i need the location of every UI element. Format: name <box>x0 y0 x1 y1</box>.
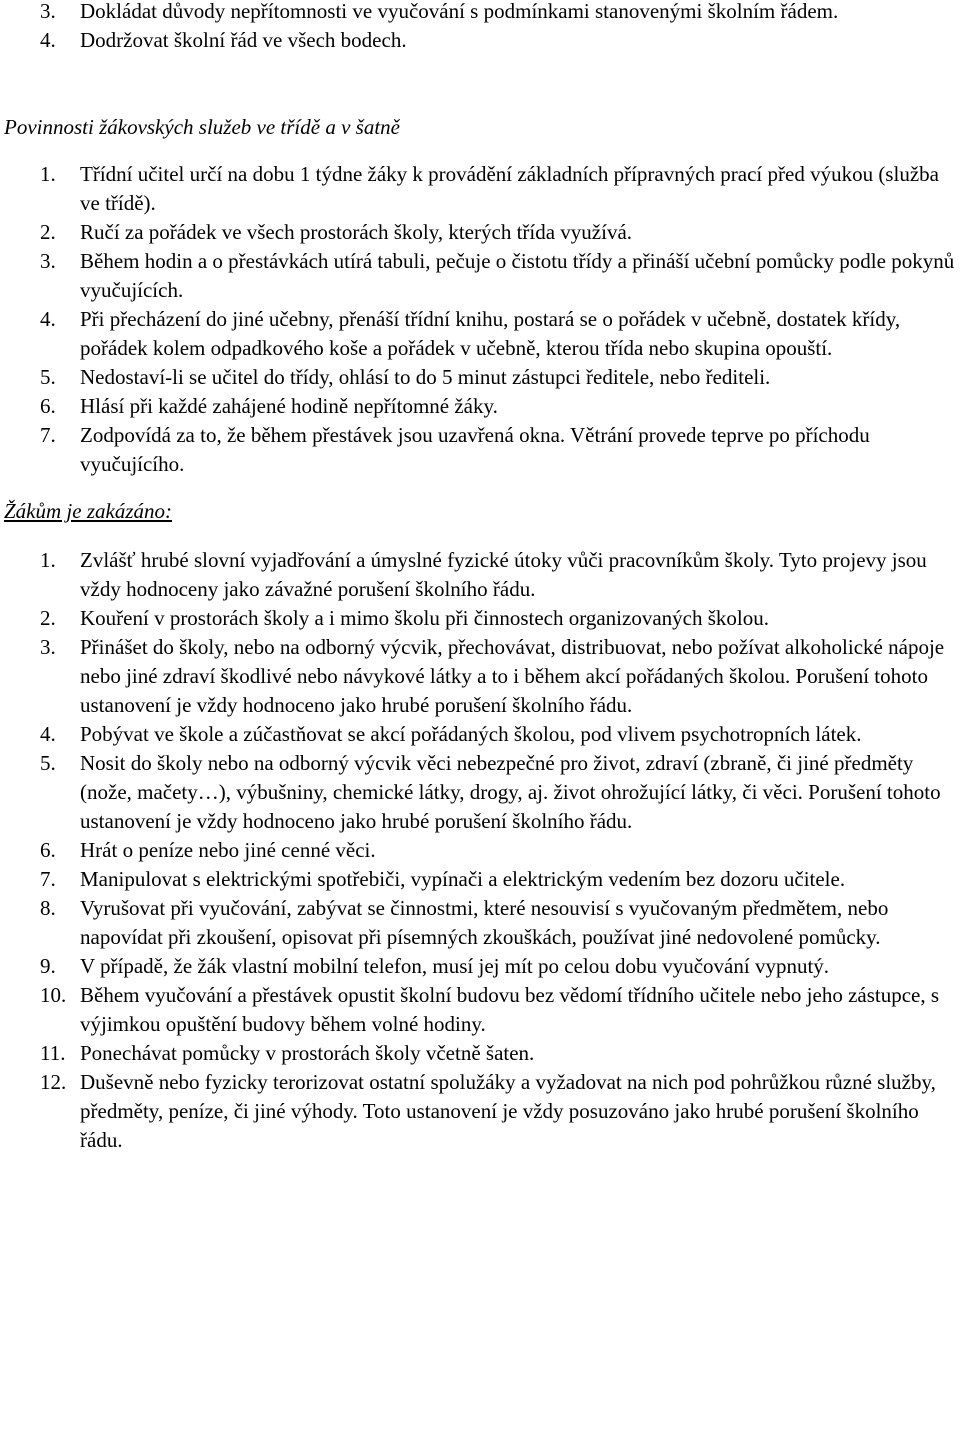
forbidden-list <box>0 546 960 1155</box>
list-item <box>0 160 960 218</box>
item-text: Zodpovídá za to, že během přestávek jsou uzavřená okna. Větrání provede teprve po příchodu vyučujícího. <box>80 423 870 476</box>
item-number: 11. <box>40 1041 66 1065</box>
item-number: 3. <box>40 249 56 273</box>
item-number: 5. <box>40 365 56 389</box>
list-item <box>0 218 960 247</box>
list-item <box>0 363 960 392</box>
list-item <box>0 1039 960 1068</box>
item-number: 6. <box>40 394 56 418</box>
list-item <box>0 392 960 421</box>
item-number: 4. <box>40 307 56 331</box>
item-number: 2. <box>40 220 56 244</box>
list-item <box>0 1068 960 1155</box>
item-text: Hlásí při každé zahájené hodině nepřítomné žáky. <box>80 394 498 418</box>
list-item <box>0 305 960 363</box>
item-text: Nedostaví-li se učitel do třídy, ohlásí to do 5 minut zástupci ředitele, nebo řediteli. <box>80 365 771 389</box>
duties-heading: Povinnosti žákovských služeb ve třídě a v šatně <box>4 115 400 139</box>
item-text: Dodržovat školní řád ve všech bodech. <box>80 28 407 52</box>
item-text: Třídní učitel určí na dobu 1 týdne žáky k provádění základních přípravných prací před výukou (služba ve třídě). <box>80 162 939 215</box>
list-item <box>0 894 960 952</box>
item-text: Pobývat ve škole a zúčastňovat se akcí pořádaných školou, pod vlivem psychotropních látek. <box>80 722 862 746</box>
item-text: Kouření v prostorách školy a i mimo školu při činnostech organizovaných školou. <box>80 606 769 630</box>
item-number: 10. <box>40 983 67 1007</box>
item-text: Ponechávat pomůcky v prostorách školy včetně šaten. <box>80 1041 535 1065</box>
forbidden-heading: Žákům je zakázáno: <box>4 499 172 523</box>
item-number: 7. <box>40 423 56 447</box>
list-item <box>0 247 960 305</box>
list-item <box>0 633 960 720</box>
item-text: Přinášet do školy, nebo na odborný výcvik, přechovávat, distribuovat, nebo požívat alkoholické nápoje nebo jiné zdraví škodlivé nebo návykové látky a to i během akcí pořádaných školou. Porušení tohoto ustanovení je vždy hodnoceno jako hrubé porušení školního řádu. <box>80 635 945 717</box>
list-item <box>0 421 960 479</box>
list-a <box>0 0 960 55</box>
list-item <box>0 749 960 836</box>
item-number: 1. <box>40 548 56 572</box>
item-number: 1. <box>40 162 56 186</box>
item-number: 8. <box>40 896 56 920</box>
item-text: Dokládat důvody nepřítomnosti ve vyučování s podmínkami stanovenými školním řádem. <box>80 0 839 23</box>
list-item <box>0 865 960 894</box>
item-text: Během hodin a o přestávkách utírá tabuli, pečuje o čistotu třídy a přináší učební pomůcky podle pokynů vyučujících. <box>80 249 955 302</box>
duties-list <box>0 160 960 479</box>
item-text: Během vyučování a přestávek opustit školní budovu bez vědomí třídního učitele nebo jeho zástupce, s výjimkou opuštění budovy během volné hodiny. <box>80 983 940 1036</box>
item-text: V případě, že žák vlastní mobilní telefon, musí jej mít po celou dobu vyučování vypnutý. <box>80 954 830 978</box>
item-number: 9. <box>40 954 56 978</box>
list-item <box>0 952 960 981</box>
item-text: Zvlášť hrubé slovní vyjadřování a úmyslné fyzické útoky vůči pracovníkům školy. Tyto projevy jsou vždy hodnoceny jako závažné porušení školního řádu. <box>80 548 927 601</box>
item-text: Při přecházení do jiné učebny, přenáší třídní knihu, postará se o pořádek v učebně, dostatek křídy, pořádek kolem odpadkového koše a pořádek v učebně, kterou třída nebo skupina opouští. <box>80 307 901 360</box>
item-number: 6. <box>40 838 56 862</box>
item-number: 3. <box>40 635 56 659</box>
list-item <box>0 26 960 55</box>
item-text: Nosit do školy nebo na odborný výcvik věci nebezpečné pro život, zdraví (zbraně, či jiné předměty (nože, mačety…), výbušniny, chemické látky, drogy, aj. život ohrožující látky, či věci. Porušení tohoto ustanovení je vždy hodnoceno jako hrubé porušení školního řádu. <box>80 751 941 833</box>
item-number: 4. <box>40 722 56 746</box>
item-text: Duševně nebo fyzicky terorizovat ostatní spolužáky a vyžadovat na nich pod pohrůžkou různé služby, předměty, peníze, či jiné výhody. Toto ustanovení je vždy posuzováno jako hrubé porušení školního řádu. <box>80 1070 936 1152</box>
item-text: Manipulovat s elektrickými spotřebiči, vypínači a elektrickým vedením bez dozoru učitele. <box>80 867 846 891</box>
item-text: Ručí za pořádek ve všech prostorách školy, kterých třída využívá. <box>80 220 633 244</box>
item-text: Vyrušovat při vyučování, zabývat se činnostmi, které nesouvisí s vyučovaným předmětem, nebo napovídat při zkoušení, opisovat při písemných zkouškách, používat jiné nedovolené pomůcky. <box>80 896 889 949</box>
item-number: 3. <box>40 0 56 23</box>
item-number: 5. <box>40 751 56 775</box>
list-item <box>0 720 960 749</box>
list-item <box>0 0 960 26</box>
list-item <box>0 836 960 865</box>
item-number: 2. <box>40 606 56 630</box>
list-item <box>0 546 960 604</box>
list-item <box>0 604 960 633</box>
item-number: 7. <box>40 867 56 891</box>
item-text: Hrát o peníze nebo jiné cenné věci. <box>80 838 376 862</box>
item-number: 12. <box>40 1070 67 1094</box>
list-item <box>0 981 960 1039</box>
item-number: 4. <box>40 28 56 52</box>
